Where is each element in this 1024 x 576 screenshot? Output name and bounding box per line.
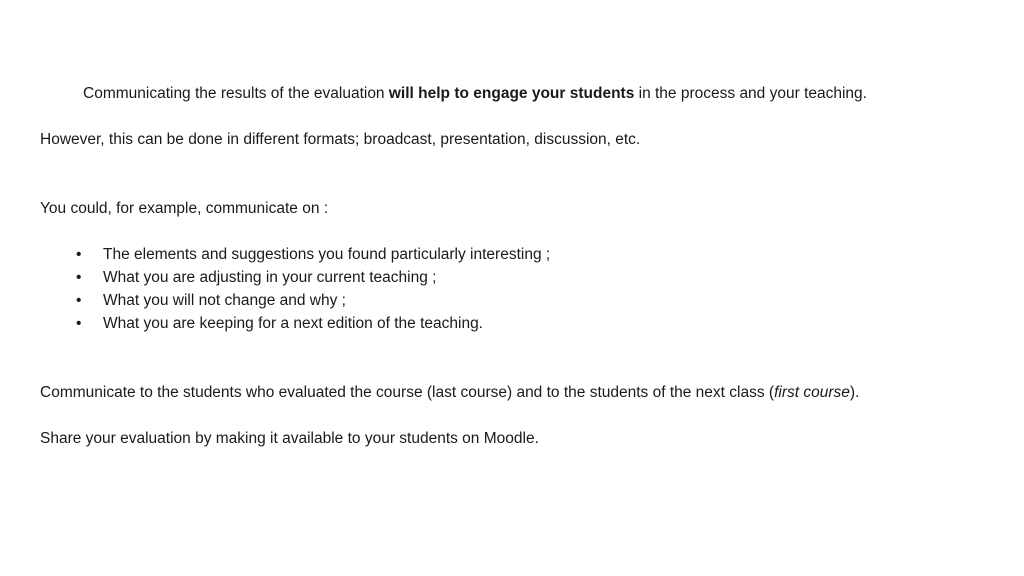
list-item-text: The elements and suggestions you found particularly interesting ; [103,246,551,263]
list-item-text: What you will not change and why ; [103,292,346,309]
list-item [76,268,550,291]
bullet-icon: • [76,292,82,309]
suggestion-list [76,245,550,337]
bullet-icon: • [76,315,82,332]
bullet-icon: • [76,246,82,263]
communicate-text-before: Communicate to the students who evaluated the course (last course) and to the students of the next class ( [40,384,775,401]
intro-paragraph [83,84,867,104]
list-item-text: What you are keeping for a next edition of the teaching. [103,315,483,332]
communicate-text-after: ). [849,384,860,401]
list-item [76,291,550,314]
bullet-icon: • [76,269,82,286]
list-item-text: What you are adjusting in your current teaching ; [103,269,437,286]
communicate-paragraph [40,383,859,403]
communicate-text-italic: first course [774,384,850,401]
intro-text-bold: will help to engage your students [388,85,635,102]
formats-paragraph: However, this can be done in different formats; broadcast, presentation, discussion, etc. [40,131,641,148]
list-item [76,314,550,337]
share-paragraph: Share your evaluation by making it available to your students on Moodle. [40,430,539,447]
communicate-on-heading: You could, for example, communicate on : [40,200,329,217]
intro-text-before: Communicating the results of the evaluation [83,85,389,102]
intro-text-after: in the process and your teaching. [634,85,867,102]
list-item [76,245,550,268]
